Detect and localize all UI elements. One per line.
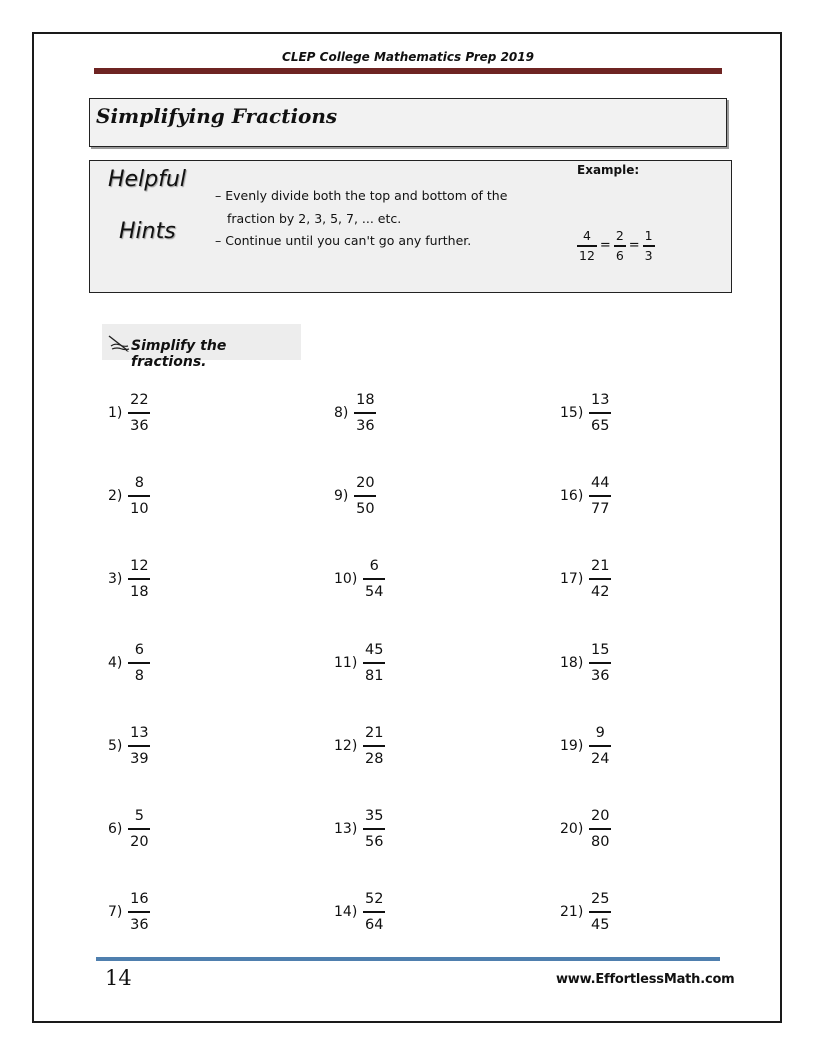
denominator: 36 <box>130 917 149 933</box>
numerator: 21 <box>591 558 610 574</box>
fraction-bar <box>589 745 611 747</box>
problem-number: 8) <box>334 405 349 421</box>
numerator: 13 <box>591 392 610 408</box>
numerator: 6 <box>134 642 144 658</box>
numerator: 13 <box>130 725 149 741</box>
numerator: 2 <box>615 228 624 243</box>
equals-sign: = <box>599 238 611 254</box>
problem-item <box>334 391 376 435</box>
denominator: 64 <box>365 917 384 933</box>
fraction-bar <box>643 245 655 247</box>
hints-heading-word1: Helpful <box>108 167 186 192</box>
numerator: 1 <box>644 228 653 243</box>
fraction-bar <box>589 828 611 830</box>
problem-number: 12) <box>334 738 358 754</box>
header-rule <box>94 68 722 74</box>
numerator: 12 <box>130 558 149 574</box>
problem-fraction <box>363 641 385 685</box>
problem-fraction <box>589 391 611 435</box>
numerator: 16 <box>130 891 149 907</box>
denominator: 80 <box>591 834 610 850</box>
fraction-bar <box>577 245 597 247</box>
equals-sign: = <box>628 238 640 254</box>
denominator: 24 <box>591 751 610 767</box>
problem-item <box>560 890 611 934</box>
helpful-hints-box <box>89 160 732 293</box>
instruction-box <box>102 324 301 370</box>
fraction-bar <box>363 911 385 913</box>
denominator: 39 <box>130 751 149 767</box>
denominator: 56 <box>365 834 384 850</box>
problem-item <box>560 557 611 601</box>
denominator: 3 <box>644 247 653 263</box>
example-fraction <box>577 229 597 263</box>
problem-fraction <box>363 890 385 934</box>
problem-item <box>108 391 150 435</box>
problem-number: 17) <box>560 571 584 587</box>
problem-item <box>334 474 376 518</box>
example-label: Example: <box>577 163 640 177</box>
problem-item <box>560 391 611 435</box>
fraction-bar <box>589 412 611 414</box>
denominator: 50 <box>356 501 375 517</box>
problem-fraction <box>363 807 385 851</box>
hint-line: – Continue until you can't go any further. <box>215 233 472 248</box>
fraction-bar <box>128 495 150 497</box>
problem-number: 18) <box>560 655 584 671</box>
problem-item <box>560 724 611 768</box>
problem-number: 3) <box>108 571 123 587</box>
problem-fraction <box>589 557 611 601</box>
problem-item <box>108 890 150 934</box>
website-url: www.EffortlessMath.com <box>556 972 735 987</box>
problem-fraction <box>128 641 150 685</box>
section-title-box <box>89 98 727 147</box>
denominator: 77 <box>591 501 610 517</box>
denominator: 36 <box>591 668 610 684</box>
problem-number: 1) <box>108 405 123 421</box>
instruction-text: Simplify the fractions. <box>131 338 227 370</box>
fraction-bar <box>614 245 626 247</box>
example-fraction <box>614 229 626 263</box>
header-title: CLEP College Mathematics Prep 2019 <box>282 50 534 64</box>
denominator: 10 <box>130 501 149 517</box>
problem-item <box>334 641 385 685</box>
numerator: 18 <box>356 392 375 408</box>
denominator: 42 <box>591 584 610 600</box>
problem-item <box>108 641 150 685</box>
problem-number: 20) <box>560 821 584 837</box>
problem-number: 5) <box>108 738 123 754</box>
fraction-bar <box>589 578 611 580</box>
denominator: 81 <box>365 668 384 684</box>
problem-fraction <box>128 890 150 934</box>
numerator: 4 <box>582 228 591 243</box>
problem-item <box>334 557 385 601</box>
problem-fraction <box>128 391 150 435</box>
problem-fraction <box>589 890 611 934</box>
fraction-bar <box>128 745 150 747</box>
problem-number: 21) <box>560 904 584 920</box>
fraction-bar <box>589 495 611 497</box>
fraction-bar <box>128 911 150 913</box>
numerator: 45 <box>365 642 384 658</box>
problem-fraction <box>589 474 611 518</box>
problem-fraction <box>363 557 385 601</box>
section-title: Simplifying Fractions <box>96 104 338 128</box>
denominator: 45 <box>591 917 610 933</box>
problem-fraction <box>354 391 376 435</box>
hint-line: fraction by 2, 3, 5, 7, ... etc. <box>227 210 402 226</box>
fraction-bar <box>128 412 150 414</box>
hint-list <box>215 185 535 253</box>
problem-item <box>108 724 150 768</box>
problem-number: 11) <box>334 655 358 671</box>
fraction-bar <box>354 412 376 414</box>
problem-item <box>334 724 385 768</box>
hints-heading-word2: Hints <box>119 219 176 244</box>
problem-number: 10) <box>334 571 358 587</box>
denominator: 65 <box>591 418 610 434</box>
example-equation <box>577 229 655 263</box>
problem-number: 9) <box>334 488 349 504</box>
problem-fraction <box>128 724 150 768</box>
numerator: 35 <box>365 808 384 824</box>
problem-item <box>560 641 611 685</box>
numerator: 52 <box>365 891 384 907</box>
problem-number: 13) <box>334 821 358 837</box>
denominator: 18 <box>130 584 149 600</box>
problem-fraction <box>363 724 385 768</box>
fraction-bar <box>128 662 150 664</box>
pencil-icon <box>107 334 131 354</box>
denominator: 12 <box>579 247 595 263</box>
problem-item <box>108 557 150 601</box>
denominator: 28 <box>365 751 384 767</box>
fraction-bar <box>363 662 385 664</box>
numerator: 25 <box>591 891 610 907</box>
problem-item <box>560 474 611 518</box>
problem-item <box>334 890 385 934</box>
numerator: 6 <box>369 558 379 574</box>
numerator: 15 <box>591 642 610 658</box>
fraction-bar <box>363 578 385 580</box>
numerator: 44 <box>591 475 610 491</box>
numerator: 20 <box>591 808 610 824</box>
denominator: 36 <box>130 418 149 434</box>
problem-number: 7) <box>108 904 123 920</box>
problem-number: 16) <box>560 488 584 504</box>
numerator: 21 <box>365 725 384 741</box>
denominator: 54 <box>365 584 384 600</box>
fraction-bar <box>128 578 150 580</box>
problem-fraction <box>589 807 611 851</box>
numerator: 22 <box>130 392 149 408</box>
fraction-bar <box>128 828 150 830</box>
fraction-bar <box>589 662 611 664</box>
denominator: 6 <box>615 247 624 263</box>
fraction-bar <box>589 911 611 913</box>
problem-number: 4) <box>108 655 123 671</box>
page-number: 14 <box>105 966 132 990</box>
problem-item <box>560 807 611 851</box>
denominator: 36 <box>356 418 375 434</box>
problem-fraction <box>354 474 376 518</box>
problem-item <box>108 474 150 518</box>
denominator: 20 <box>130 834 149 850</box>
numerator: 5 <box>134 808 144 824</box>
numerator: 9 <box>595 725 605 741</box>
fraction-bar <box>363 828 385 830</box>
denominator: 8 <box>134 668 144 684</box>
numerator: 20 <box>356 475 375 491</box>
problem-fraction <box>128 557 150 601</box>
example-fraction <box>643 229 655 263</box>
problem-fraction <box>589 724 611 768</box>
problem-item <box>108 807 150 851</box>
problem-fraction <box>128 807 150 851</box>
problem-fraction <box>589 641 611 685</box>
problem-number: 2) <box>108 488 123 504</box>
fraction-bar <box>363 745 385 747</box>
problem-number: 14) <box>334 904 358 920</box>
problem-item <box>334 807 385 851</box>
fraction-bar <box>354 495 376 497</box>
numerator: 8 <box>134 475 144 491</box>
problem-number: 15) <box>560 405 584 421</box>
footer-rule <box>96 957 720 961</box>
problem-fraction <box>128 474 150 518</box>
problem-number: 6) <box>108 821 123 837</box>
hint-line: – Evenly divide both the top and bottom of the <box>215 188 508 203</box>
problem-number: 19) <box>560 738 584 754</box>
